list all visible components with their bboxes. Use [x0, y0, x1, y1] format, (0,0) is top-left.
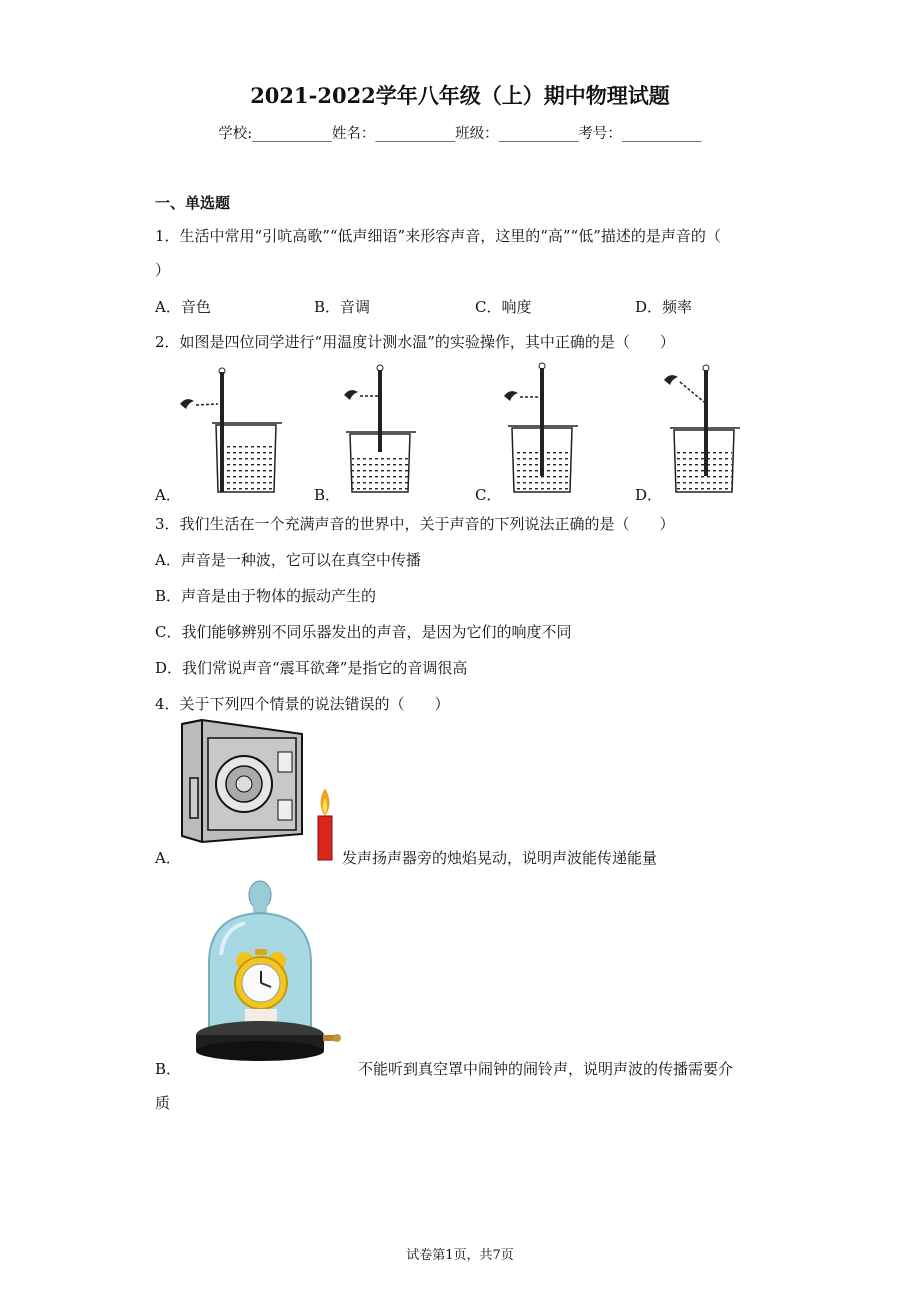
candle-icon	[318, 788, 332, 860]
exam-title: 2021-2022学年八年级（上）期中物理试题	[250, 83, 670, 108]
pump-base-icon	[196, 1021, 341, 1061]
figure-d-thermometer	[664, 365, 740, 492]
q1-option-a: A．音色	[155, 298, 211, 316]
q3-stem: 3．我们生活在一个充满声音的世界中，关于声音的下列说法正确的是（ ）	[155, 515, 675, 533]
q1-stem: 1．生活中常用“引吭高歌”“低声细语”来形容声音，这里的“高”“低”描述的是声音的（	[155, 227, 721, 245]
section-heading-single-choice: 一、单选题	[155, 194, 231, 212]
speaker-icon	[182, 720, 302, 842]
page-footer: 试卷第1页，共7页	[406, 1248, 514, 1263]
speaker-candle-image	[178, 718, 338, 864]
q4-label-a: A．	[155, 849, 181, 867]
q4-label-b: B．	[155, 1060, 182, 1078]
q2-label-c: C．	[475, 486, 502, 504]
q3-option-b: B．声音是由于物体的振动产生的	[155, 587, 377, 605]
q2-label-a: A．	[155, 486, 181, 504]
student-info-line: 学校:___________姓名：___________班级：___________考号：___________	[218, 126, 702, 142]
q4-option-b-text: 不能听到真空罩中闹钟的闹铃声，说明声波的传播需要介	[358, 1060, 734, 1078]
q1-option-d: D．频率	[635, 298, 693, 316]
q3-option-d: D．我们常说声音“震耳欲聋”是指它的音调很高	[155, 659, 468, 677]
q3-option-c: C．我们能够辨别不同乐器发出的声音，是因为它们的响度不同	[155, 623, 572, 641]
figure-b-thermometer	[344, 365, 416, 492]
figure-c-thermometer	[504, 363, 578, 492]
q1-option-c: C．响度	[475, 298, 532, 316]
bell-jar-alarm-image	[193, 875, 353, 1065]
q1-stem-cont: ）	[155, 261, 171, 279]
q2-stem: 2．如图是四位同学进行“用温度计测水温”的实验操作，其中正确的是（ ）	[155, 333, 675, 351]
q2-label-b: B．	[314, 486, 341, 504]
q4-option-b-text-cont: 质	[155, 1094, 171, 1112]
q4-option-a-text: 发声扬声器旁的烛焰晃动，说明声波能传递能量	[342, 849, 658, 867]
q2-thermometer-figures	[160, 360, 780, 500]
q1-option-b: B．音调	[314, 298, 371, 316]
q3-option-a: A．声音是一种波，它可以在真空中传播	[155, 551, 421, 569]
q2-label-d: D．	[635, 486, 663, 504]
q4-stem: 4．关于下列四个情景的说法错误的（ ）	[155, 695, 450, 713]
figure-a-thermometer	[180, 368, 282, 492]
